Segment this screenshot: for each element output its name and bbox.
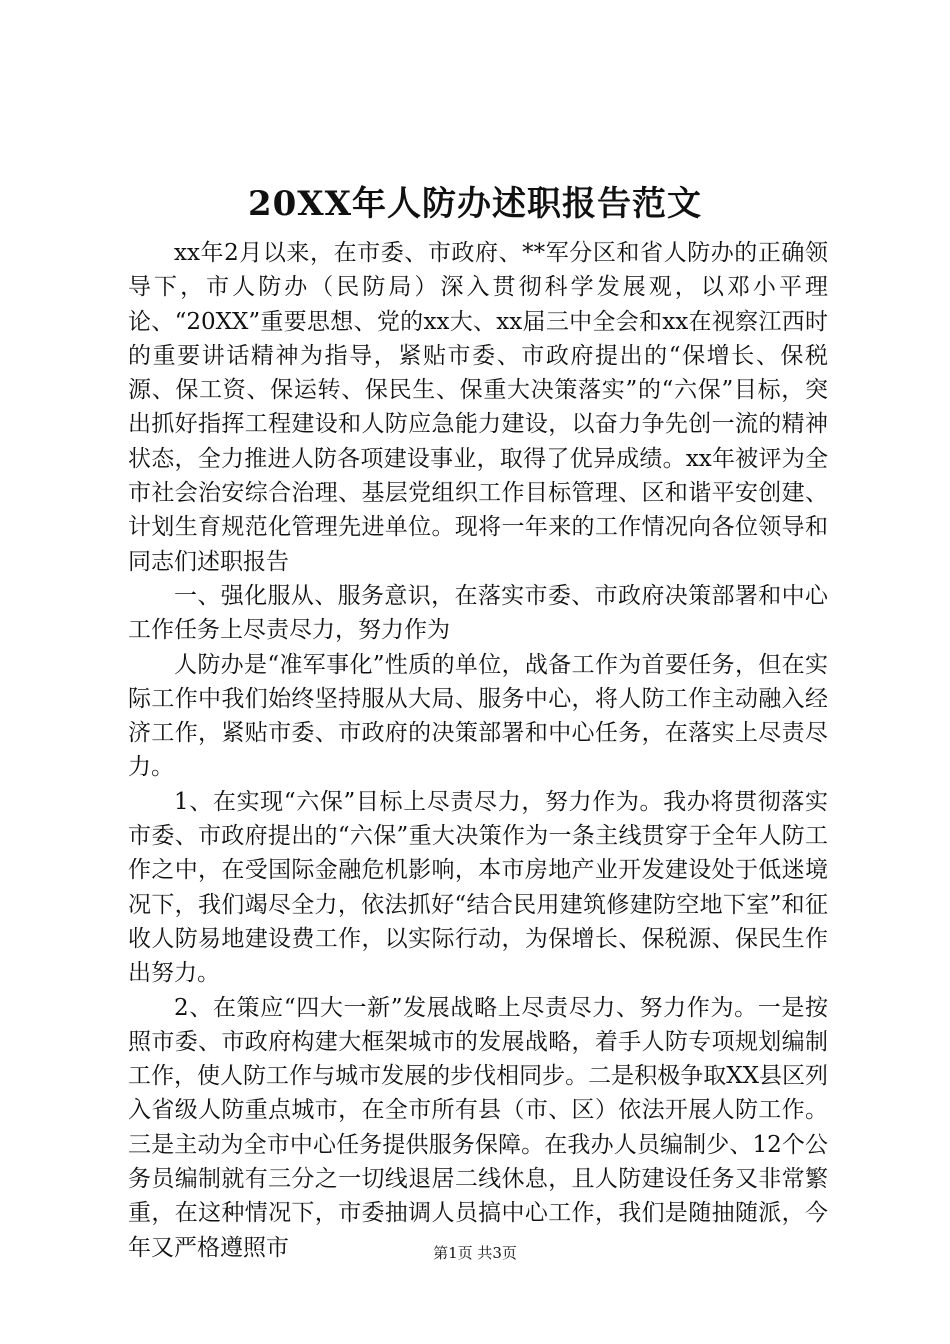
- page-footer: 第1页 共3页: [433, 1244, 517, 1262]
- paragraph-intro: xx年2月以来，在市委、市政府、**军分区和省人防办的正确领导下，市人防办（民防局）深入贯彻科学发展观，以邓小平理论、“20XX”重要思想、党的xx大、xx届三中全会和xx在视察江西时的重要讲话精神为指导，紧贴市委、市政府提出的“保增长、保税源、保工资、保运转、保民生、保重大决策落实”的“六保”目标，突出抓好指挥工程建设和人防应急能力建设，以奋力争先创一流的精神状态，全力推进人防各项建设事业，取得了优异成绩。xx年被评为全市社会治安综合治理、基层党组织工作目标管理、区和谐平安创建、计划生育规范化管理先进单位。现将一年来的工作情况向各位领导和同志们述职报告: [128, 240, 828, 575]
- document-title: 20XX年人防办述职报告范文: [247, 184, 703, 224]
- paragraph-item-1: 1、在实现“六保”目标上尽责尽力，努力作为。我办将贯彻落实市委、市政府提出的“六保”重大决策作为一条主线贯穿于全年人防工作之中，在受国际金融危机影响，本市房地产业开发建设处于低迷境况下，我们竭尽全力，依法抓好“结合民用建筑修建防空地下室”和征收人防易地建设费工作，以实际行动，为保增长、保税源、保民生作出努力。: [128, 788, 828, 987]
- paragraph-section-intro: 人防办是“准军事化”性质的单位，战备工作为首要任务，但在实际工作中我们始终坚持服从大局、服务中心，将人防工作主动融入经济工作，紧贴市委、市政府的决策部署和中心任务，在落实上尽责尽力。: [128, 651, 828, 781]
- document-body: [128, 236, 828, 1265]
- paragraph-section-heading: 一、强化服从、服务意识，在落实市委、市政府决策部署和中心工作任务上尽责尽力，努力作为: [128, 582, 828, 644]
- paragraph-item-2: 2、在策应“四大一新”发展战略上尽责尽力、努力作为。一是按照市委、市政府构建大框架城市的发展战略，着手人防专项规划编制工作，使人防工作与城市发展的步伐相同步。二是积极争取XX县区列入省级人防重点城市，在全市所有县（市、区）依法开展人防工作。三是主动为全市中心任务提供服务保障。在我办人员编制少、12个公务员编制就有三分之一切线退居二线休息，且人防建设任务又非常繁重，在这种情况下，市委抽调人员搞中心工作，我们是随抽随派，今年又严格遵照市: [128, 994, 828, 1261]
